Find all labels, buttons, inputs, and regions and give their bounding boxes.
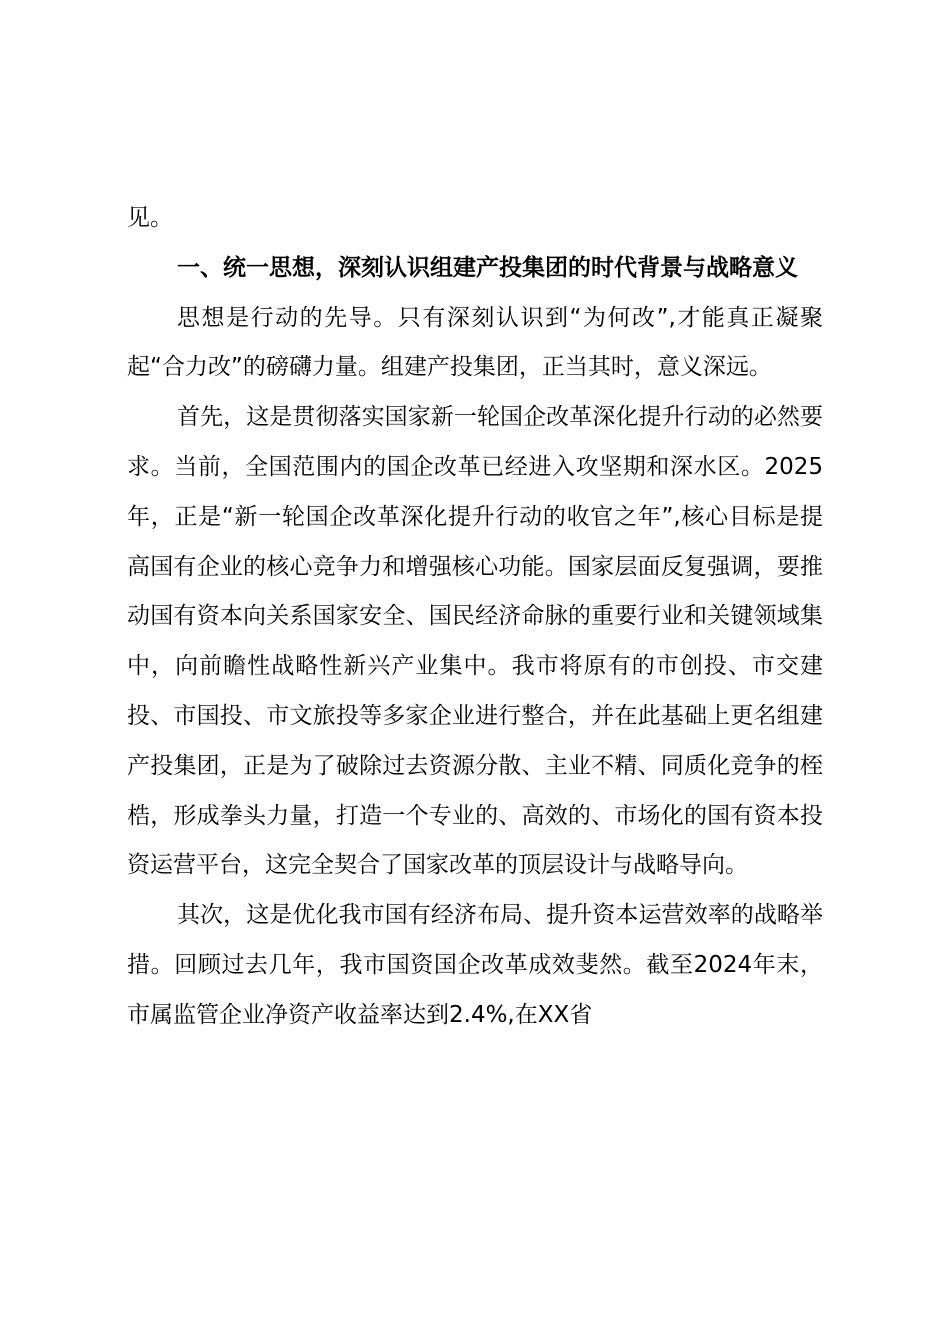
paragraph-continuation: 见。 [127,205,173,231]
section-heading: 一、统一思想，深刻认识组建产投集团的时代背景与战略意义 [177,254,798,281]
paragraph-first-point: 首先，这是贯彻落实国家新一轮国企改革深化提升行动的必然要求。当前，全国范围内的国企改革已经进入攻坚期和深水区。2025年，正是“新一轮国企改革深化提升行动的收官之年”,核心目标是提高国有企业的核心竞争力和增强核心功能。国家层面反复强调，要推动国有资本向关系国家安全、国民经济命脉的重要行业和关键领域集中，向前瞻性战略性新兴产业集中。我市将原有的市创投、市交建投、市国投、市文旅投等多家企业进行整合，并在此基础上更名组建产投集团，正是为了破除过去资源分散、主业不精、同质化竞争的桎梏，形成拳头力量，打造一个专业的、高效的、市场化的国有资本投资运营平台，这完全契合了国家改革的顶层设计与战略导向。 [127,404,823,879]
paragraph-intro: 思想是行动的先导。只有深刻认识到“为何改”,才能真正凝聚起“合力改”的磅礴力量。组建产投集团，正当其时，意义深远。 [127,304,823,381]
document-body [127,194,823,1041]
paragraph-second-point: 其次，这是优化我市国有经济布局、提升资本运营效率的战略举措。回顾过去几年，我市国资国企改革成效斐然。截至2024年末，市属监管企业净资产收益率达到2.4%,在XX省 [127,902,823,1028]
